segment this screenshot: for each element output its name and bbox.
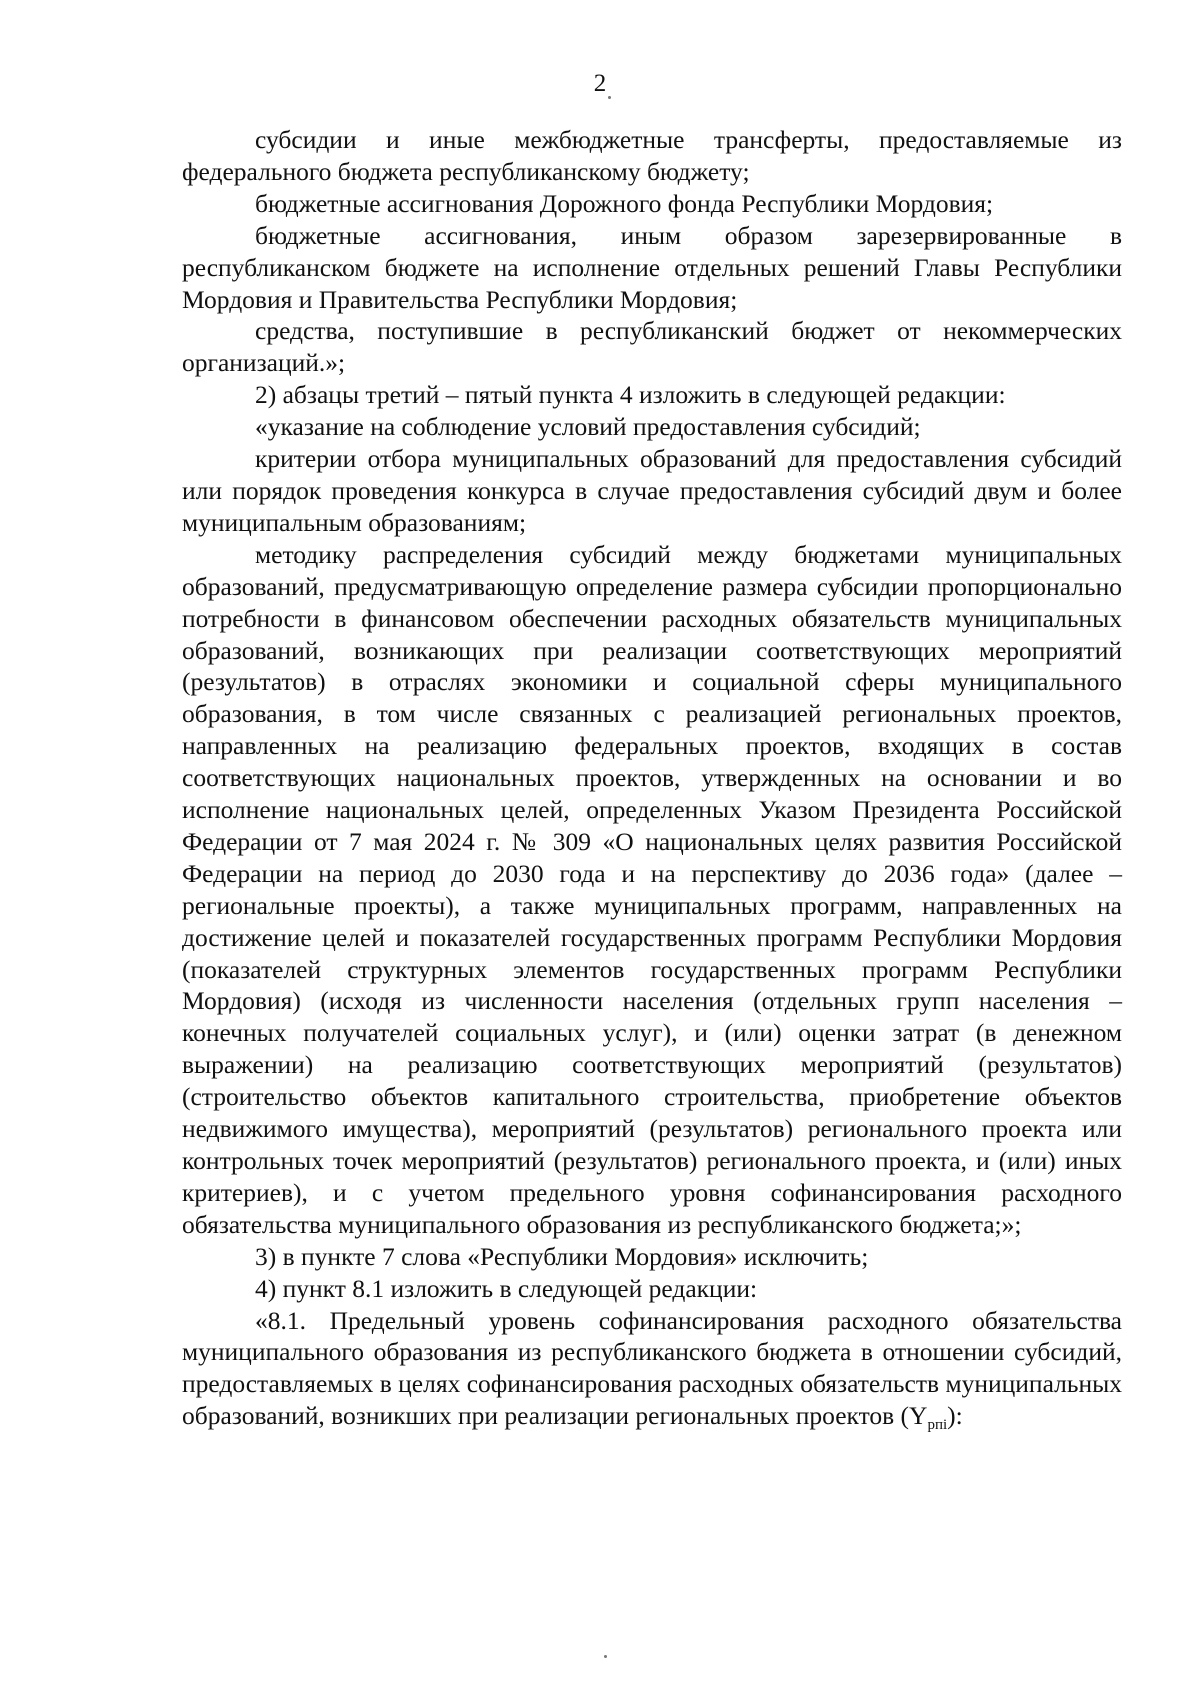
document-body	[182, 124, 1122, 1432]
paragraph-suffix: ):	[947, 1401, 963, 1431]
paragraph: средства, поступившие в республиканский бюджет от некоммерческих организаций.»;	[182, 316, 1122, 378]
paragraph: субсидии и иные межбюджетные трансферты, предоставляемые из федерального бюджета республиканскому бюджету;	[182, 125, 1122, 186]
paragraph: бюджетные ассигнования, иным образом зарезервированные в республиканском бюджете на исполнение отдельных решений Главы Республики Мордовия и Правительства Республики Мордовия;	[182, 220, 1122, 314]
scan-speck	[604, 1655, 607, 1658]
scan-speck	[608, 96, 611, 99]
paragraph: бюджетные ассигнования Дорожного фонда Республики Мордовия;	[255, 188, 994, 218]
paragraph-with-formula-symbol	[182, 1305, 1122, 1433]
paragraph: 2) абзацы третий – пятый пункта 4 изложить в следующей редакции:	[255, 380, 1006, 410]
paragraph: методику распределения субсидий между бюджетами муниципальных образований, предусматривающую определение размера субсидии пропорционально потребности в финансовом обеспечении расходных обязательств муниципальных образований, возникающих при реализации соответствующих мероприятий (результатов) в отраслях экономики и социальной сферы муниципального образования, в том числе связанных с реализацией региональных проектов, направленных на реализацию федеральных проектов, входящих в состав соответствующих национальных проектов, утвержденных на основании и во исполнение национальных целей, определенных Указом Президента Российской Федерации от 7 мая 2024 г. № 309 «О национальных целях развития Российской Федерации на период до 2030 года и на перспективу до 2036 года» (далее – региональные проекты), а также муниципальных программ, направленных на достижение целей и показателей государственных программ Республики Мордовия (показателей структурных элементов государственных программ Республики Мордовия) (исходя из численности населения (отдельных групп населения – конечных получателей социальных услуг), и (или) оценки затрат (в денежном выражении) на реализацию соответствующих мероприятий (результатов) (строительство объектов капитального строительства, приобретение объектов недвижимого имущества), мероприятий (результатов) регионального проекта или контрольных точек мероприятий (результатов) регионального проекта, и (или) иных критериев), и с учетом предельного уровня софинансирования расходного обязательства муниципального образования из республиканского бюджета;»;	[182, 539, 1122, 1239]
paragraph-text: «8.1. Предельный уровень софинансирования расходного обязательства муниципального образования из республиканского бюджета в отношении субсидий, предоставляемых в целях софинансирования расходных обязательств муниципальных образований, возникших при реализации региональных проектов (Y	[182, 1305, 1122, 1431]
paragraph: 3) в пункте 7 слова «Республики Мордовия» исключить;	[255, 1241, 869, 1271]
paragraph: 4) пункт 8.1 изложить в следующей редакции:	[255, 1273, 758, 1303]
formula-subscript: рпi	[927, 1417, 948, 1434]
paragraph: критерии отбора муниципальных образований для предоставления субсидий или порядок проведения конкурса в случае предоставления субсидий двум и более муниципальным образованиям;	[182, 444, 1122, 537]
paragraph: «указание на соблюдение условий предоставления субсидий;	[255, 412, 921, 442]
page-number: 2	[593, 70, 607, 97]
